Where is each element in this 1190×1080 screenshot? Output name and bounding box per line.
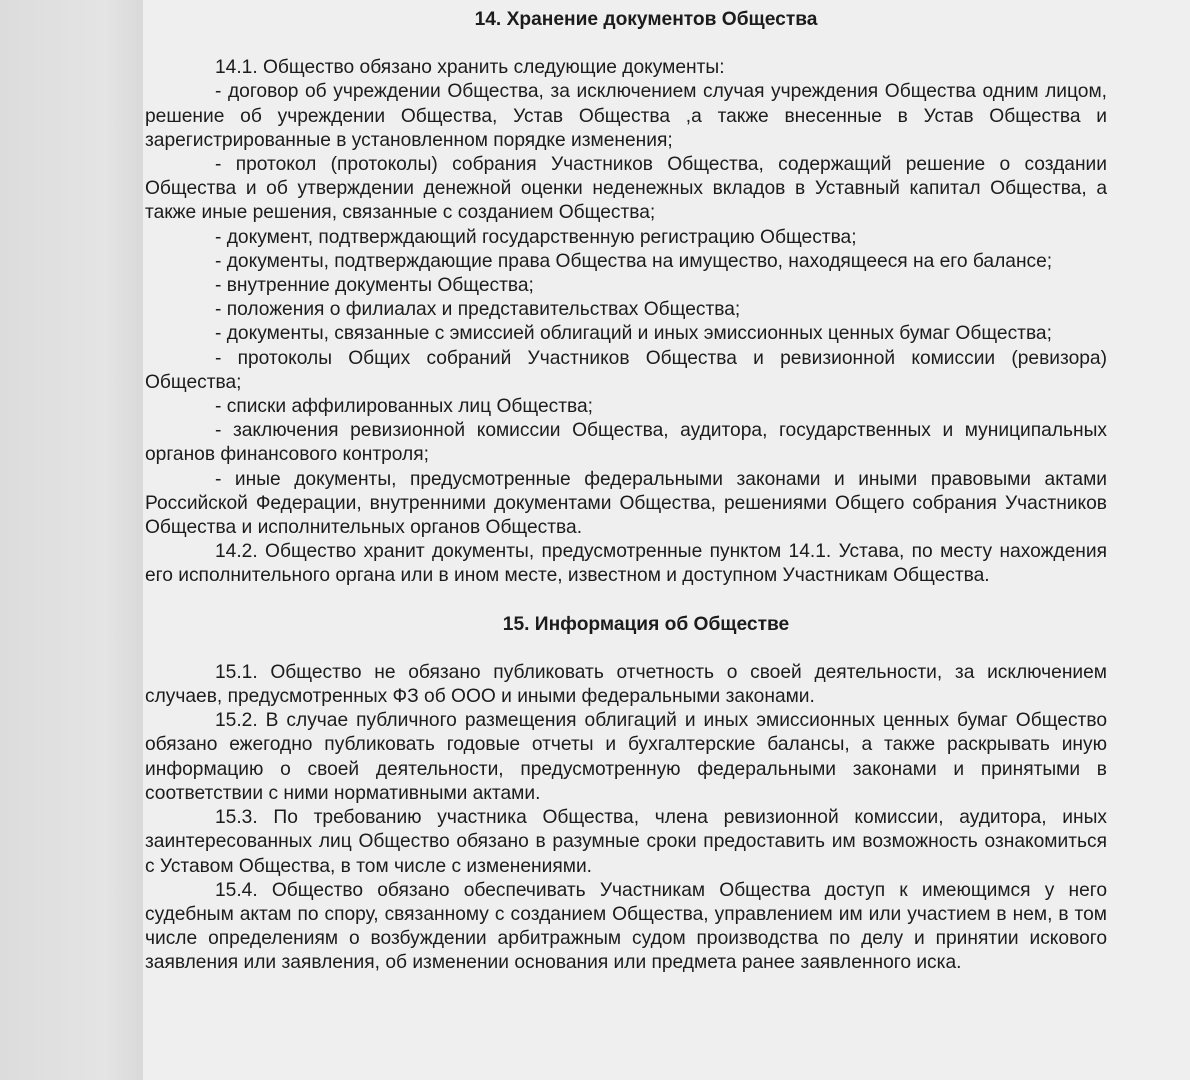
list-item: - внутренние документы Общества; — [215, 275, 534, 297]
list-item: - документы, подтверждающие права Общества на имущество, находящееся на его балансе; — [215, 250, 1053, 272]
paragraph-15-3: 15.3. По требованию участника Общества, члена ревизионной комиссии, аудитора, иных заинтересованных лиц Общество обязано в разумные сроки предоставить им возможность ознакомиться с Уставом Общества, в том числе с изменениями. — [145, 807, 1107, 877]
document-text — [145, 8, 1107, 976]
section-15-heading: 15. Информация об Обществе — [502, 613, 790, 635]
list-item: - протоколы Общих собраний Участников Общества и ревизионной комиссии (ревизора) Общества; — [145, 347, 1107, 393]
section-14-heading: 14. Хранение документов Общества — [474, 9, 818, 30]
list-item: - заключения ревизионной комиссии Общества, аудитора, государственных и муниципальных органов финансового контроля; — [145, 420, 1107, 466]
paragraph-15-2: 15.2. В случае публичного размещения облигаций и иных эмиссионных ценных бумаг Общество обязано ежегодно публиковать годовые отчеты и бухгалтерские балансы, а также раскрывать иную информацию о своей деятельности, предусмотренную федеральными законами и принятыми в соответствии с ними нормативными актами. — [145, 710, 1107, 804]
paragraph-14-1: 14.1. Общество обязано хранить следующие документы: — [215, 57, 725, 79]
list-item: - положения о филиалах и представительствах Общества; — [215, 299, 741, 321]
list-item: - протокол (протоколы) собрания Участников Общества, содержащий решение о создании Общества и об утверждении денежной оценки неденежных вкладов в Уставный капитал Общества, а также иные решения, связанные с созданием Общества; — [145, 154, 1107, 224]
paragraph-14-2: 14.2. Общество хранит документы, предусмотренные пунктом 14.1. Устава, по месту нахождения его исполнительного органа или в ином месте, известном и доступном Участникам Общества. — [145, 541, 1107, 587]
list-item: - иные документы, предусмотренные федеральными законами и иными правовыми актами Российской Федерации, внутренними документами Общества, решениями Общего собрания Участников Общества и исполнительных органов Общества. — [145, 468, 1107, 539]
paragraph-15-1: 15.1. Общество не обязано публиковать отчетность о своей деятельности, за исключением случаев, предусмотренных ФЗ об ООО и иными федеральными законами. — [145, 661, 1107, 708]
list-item: - списки аффилированных лиц Общества; — [215, 396, 593, 418]
list-item: - документ, подтверждающий государственную регистрацию Общества; — [215, 226, 857, 248]
paragraph-15-4: 15.4. Общество обязано обеспечивать Участникам Общества доступ к имеющимся у него судебным актам по спору, связанному с созданием Общества, управлением им или участием в нем, в том числе определениям о возбуждении арбитражным судом производства по делу и принятии искового заявления или заявления, об изменении основания или предмета ранее заявленного иска. — [145, 879, 1107, 974]
list-item: - договор об учреждении Общества, за исключением случая учреждения Общества одним лицом, решение об учреждении Общества, Устав Общества ,а также внесенные в Устав Общества и зарегистрированные в установленном порядке изменения; — [145, 81, 1107, 151]
list-item: - документы, связанные с эмиссией облигаций и иных эмиссионных ценных бумаг Общества; — [215, 323, 1052, 345]
previous-page-edge — [0, 0, 150, 1080]
